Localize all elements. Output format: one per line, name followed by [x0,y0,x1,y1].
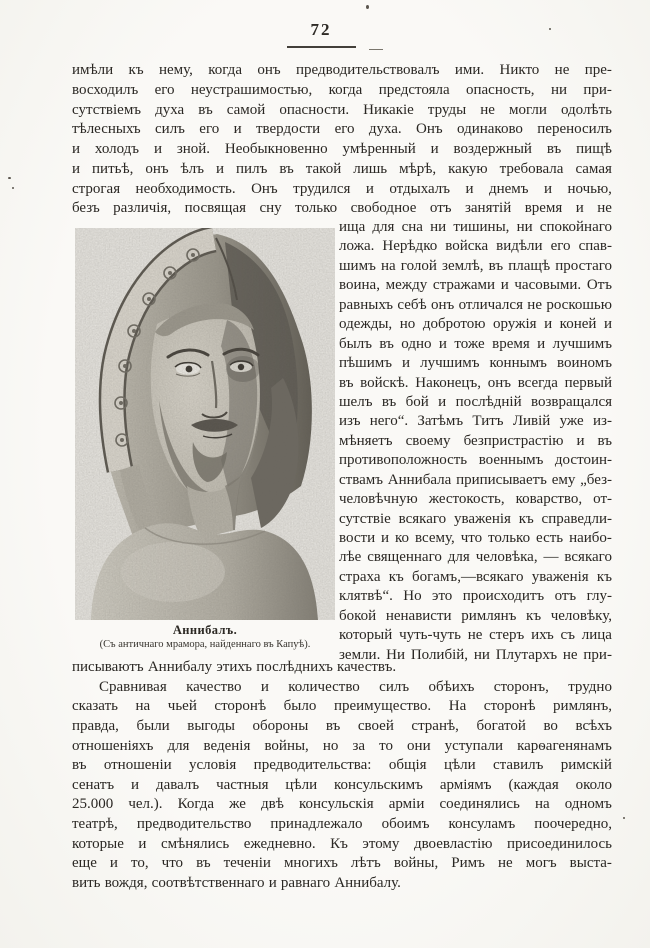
text-line: вости и ко всему, что только есть наибо- [339,530,612,546]
text-line: восходилъ его неустрашимостью, когда предстояла опасность, ни при- [72,81,612,98]
text-line: отношеніяхъ для веденія войны, но за то они уступали карѳагенянамъ [72,737,612,754]
text-line: человѣчную жестокость, коварство, от- [339,491,612,508]
figure-caption-title: Аннибалъ. [172,623,238,637]
scan-speck [12,187,14,189]
text-line: равныхъ себѣ онъ отличался не роскошью [339,296,612,313]
text-line: писываютъ Аннибалу этихъ послѣднихъ качествъ. [72,659,397,675]
text-line: шимъ на голой землѣ, въ плащѣ простаго [339,257,612,274]
text-line: клятвѣ“. Но это происходитъ отъ глу- [339,588,612,605]
text-line: и питьѣ, онъ ѣлъ и пилъ въ такой лишь мѣрѣ, какую требовала самая [72,160,612,177]
text-line: и холодъ и зной. Необыкновенно умѣренный и воздержный въ пищѣ [72,141,612,157]
scan-speck [549,28,551,30]
scan-speck [366,5,369,9]
text-line: ствамъ Аннибала приписываетъ ему „без- [339,471,612,488]
figure-caption-subtitle: (Съ античнаго мрамора, найденнаго въ Капуѣ). [99,639,311,650]
text-line: мѣняетъ своему безпристрастію и въ [339,432,612,449]
text-line: тѣлесныхъ силъ его и твердости его духа. Онъ одинаково переносилъ [72,121,612,138]
paragraph-bottom [72,658,612,894]
paragraph-top [72,61,612,219]
text-line: который чуть-чуть не стеръ ихъ съ лица [339,627,612,644]
text-line: страха къ богамъ,—всякаго уваженія къ [339,568,612,585]
text-line: шелъ въ бой и послѣдній возвращался [339,393,612,410]
page-number: 72 [310,20,332,39]
text-line: сутствіе всякаго уваженія къ справедли- [339,510,612,527]
text-line: 25.000 чел.). Когда же двѣ консульскія арміи соединялись на одномъ [72,796,612,813]
engraving-grain [75,228,335,620]
text-line: бокой ненависти римлянъ къ человѣку, [339,607,612,624]
text-line: лѣе священнаго для человѣка, — всякаго [339,549,612,566]
text-line: сенатъ и давалъ частныя цѣли консульскимъ арміямъ (каждая около [72,776,612,793]
text-line: правда, были выгоды обороны въ своей странѣ, богатой во всѣхъ [72,717,612,734]
figure-hannibal [75,228,335,650]
text-line: театрѣ, предводительство принадлежало обоимъ консуламъ поочередно, [72,816,612,832]
paragraph-wrap-column [339,218,612,665]
text-line: ложа. Нерѣдко войска видѣли его спав- [339,238,612,255]
text-line: сутствіемъ духа въ самой опасности. Никакіе труды не могли одолѣть [72,101,612,118]
folio-rule [287,46,356,48]
text-line: воина, между стражами и часовыми. Отъ [339,277,612,294]
text-line: пѣшимъ и лучшимъ коннымъ воиномъ [339,355,612,372]
text-line: Сравнивая качество и количество силъ обѣихъ сторонъ, трудно [99,678,612,695]
text-line: сказать на чьей сторонѣ было преимущество. На сторонѣ римлянъ, [72,698,612,715]
text-line: одежды, но добротою оружія и коней и [339,316,612,333]
text-line: еще и то, что въ теченіи многихъ лѣтъ войны, Римъ не могъ выста- [72,855,612,872]
text-line: ища для сна ни тишины, ни спокойнаго [339,219,612,235]
text-line: изъ него“. Затѣмъ Титъ Ливій уже из- [339,413,612,430]
text-line: строгая необходимость. Онъ трудился и отдыхалъ и днемъ и ночью, [72,180,612,197]
text-line: безъ различія, посвящая сну только свободное отъ занятій время и не [72,200,612,217]
folio-rule-dash [369,49,383,50]
text-line: противоположность военнымъ достоин- [339,452,612,469]
text-line: былъ въ одно и тоже время и лучшимъ [339,335,612,352]
text-line: въ войскѣ. Наконецъ, онъ всегда первый [339,374,612,391]
scan-speck [623,817,625,819]
text-line: земли. Ни Полибій, ни Плутархъ не при- [339,646,612,663]
hannibal-bust-engraving-image [75,228,335,620]
text-line: въ отношеніи условія предводительства: общія цѣли ставилъ римскій [72,757,612,774]
scan-speck [8,177,11,179]
text-line: которые и смѣнялись ежедневно. Къ этому двоевластію присоединилось [72,835,612,852]
text-line: вить вождя, соотвѣтственнаго и равнаго Аннибалу. [72,874,401,891]
text-line: имѣли къ нему, когда онъ предводительствовалъ ими. Никто не пре- [72,62,612,78]
